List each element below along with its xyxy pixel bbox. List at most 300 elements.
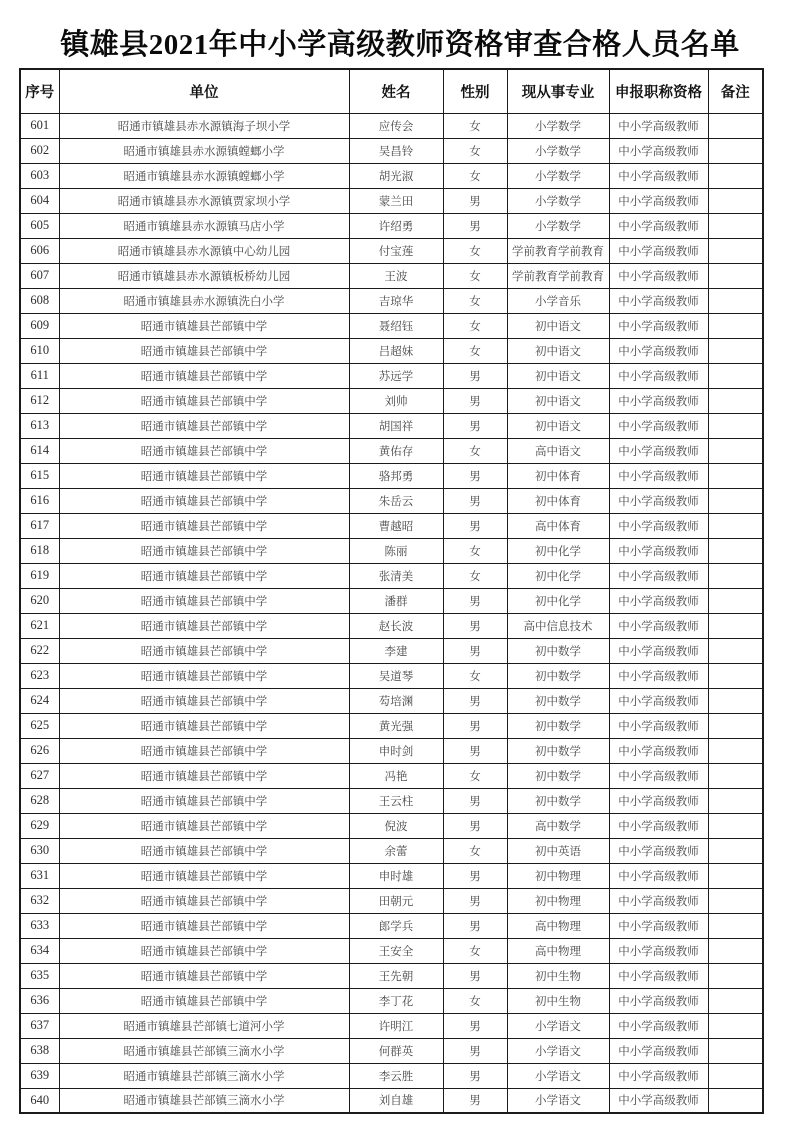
cell-gender: 男 bbox=[443, 638, 507, 663]
cell-remark bbox=[708, 838, 763, 863]
cell-remark bbox=[708, 663, 763, 688]
cell-name: 王云柱 bbox=[349, 788, 443, 813]
cell-gender: 男 bbox=[443, 488, 507, 513]
cell-qualification: 中小学高级教师 bbox=[609, 388, 708, 413]
cell-serial: 633 bbox=[20, 913, 59, 938]
cell-qualification: 中小学高级教师 bbox=[609, 988, 708, 1013]
cell-major: 小学数学 bbox=[507, 163, 609, 188]
cell-remark bbox=[708, 713, 763, 738]
cell-remark bbox=[708, 238, 763, 263]
cell-remark bbox=[708, 1013, 763, 1038]
cell-name: 胡光淑 bbox=[349, 163, 443, 188]
cell-qualification: 中小学高级教师 bbox=[609, 1088, 708, 1113]
table-row bbox=[20, 663, 763, 688]
cell-qualification: 中小学高级教师 bbox=[609, 1063, 708, 1088]
cell-qualification: 中小学高级教师 bbox=[609, 863, 708, 888]
cell-gender: 男 bbox=[443, 1063, 507, 1088]
cell-serial: 617 bbox=[20, 513, 59, 538]
cell-unit: 昭通市镇雄县芒部镇中学 bbox=[59, 663, 349, 688]
cell-unit: 昭通市镇雄县芒部镇七道河小学 bbox=[59, 1013, 349, 1038]
cell-serial: 628 bbox=[20, 788, 59, 813]
table-row bbox=[20, 238, 763, 263]
cell-serial: 627 bbox=[20, 763, 59, 788]
cell-name: 申时剑 bbox=[349, 738, 443, 763]
cell-serial: 608 bbox=[20, 288, 59, 313]
cell-gender: 男 bbox=[443, 713, 507, 738]
cell-major: 初中生物 bbox=[507, 963, 609, 988]
cell-major: 初中语文 bbox=[507, 338, 609, 363]
cell-name: 许绍勇 bbox=[349, 213, 443, 238]
cell-qualification: 中小学高级教师 bbox=[609, 588, 708, 613]
cell-name: 潘群 bbox=[349, 588, 443, 613]
cell-remark bbox=[708, 438, 763, 463]
cell-serial: 606 bbox=[20, 238, 59, 263]
cell-name: 吉琼华 bbox=[349, 288, 443, 313]
cell-serial: 638 bbox=[20, 1038, 59, 1063]
cell-serial: 611 bbox=[20, 363, 59, 388]
cell-name: 吕超妹 bbox=[349, 338, 443, 363]
cell-name: 芶培渊 bbox=[349, 688, 443, 713]
cell-qualification: 中小学高级教师 bbox=[609, 513, 708, 538]
cell-serial: 614 bbox=[20, 438, 59, 463]
cell-remark bbox=[708, 288, 763, 313]
cell-unit: 昭通市镇雄县赤水源镇螳螂小学 bbox=[59, 138, 349, 163]
cell-name: 申时雄 bbox=[349, 863, 443, 888]
cell-remark bbox=[708, 313, 763, 338]
table-row bbox=[20, 513, 763, 538]
cell-qualification: 中小学高级教师 bbox=[609, 763, 708, 788]
cell-serial: 602 bbox=[20, 138, 59, 163]
cell-remark bbox=[708, 913, 763, 938]
table-row bbox=[20, 1088, 763, 1113]
cell-serial: 604 bbox=[20, 188, 59, 213]
cell-serial: 607 bbox=[20, 263, 59, 288]
cell-unit: 昭通市镇雄县赤水源镇贾家坝小学 bbox=[59, 188, 349, 213]
cell-major: 小学数学 bbox=[507, 188, 609, 213]
cell-remark bbox=[708, 588, 763, 613]
table-header bbox=[20, 69, 763, 113]
cell-name: 付宝莲 bbox=[349, 238, 443, 263]
cell-qualification: 中小学高级教师 bbox=[609, 613, 708, 638]
cell-gender: 男 bbox=[443, 213, 507, 238]
cell-name: 王安全 bbox=[349, 938, 443, 963]
cell-gender: 女 bbox=[443, 113, 507, 138]
cell-major: 初中英语 bbox=[507, 838, 609, 863]
cell-major: 高中信息技术 bbox=[507, 613, 609, 638]
cell-qualification: 中小学高级教师 bbox=[609, 263, 708, 288]
cell-gender: 男 bbox=[443, 413, 507, 438]
cell-gender: 女 bbox=[443, 163, 507, 188]
cell-serial: 636 bbox=[20, 988, 59, 1013]
cell-qualification: 中小学高级教师 bbox=[609, 238, 708, 263]
cell-gender: 男 bbox=[443, 513, 507, 538]
cell-name: 张清美 bbox=[349, 563, 443, 588]
table-row bbox=[20, 988, 763, 1013]
cell-name: 李建 bbox=[349, 638, 443, 663]
cell-name: 余蕾 bbox=[349, 838, 443, 863]
cell-remark bbox=[708, 938, 763, 963]
cell-remark bbox=[708, 188, 763, 213]
cell-qualification: 中小学高级教师 bbox=[609, 738, 708, 763]
cell-gender: 男 bbox=[443, 613, 507, 638]
cell-qualification: 中小学高级教师 bbox=[609, 688, 708, 713]
cell-remark bbox=[708, 513, 763, 538]
table-row bbox=[20, 313, 763, 338]
cell-unit: 昭通市镇雄县芒部镇中学 bbox=[59, 813, 349, 838]
cell-unit: 昭通市镇雄县芒部镇中学 bbox=[59, 988, 349, 1013]
cell-unit: 昭通市镇雄县赤水源镇海子坝小学 bbox=[59, 113, 349, 138]
cell-serial: 601 bbox=[20, 113, 59, 138]
cell-gender: 男 bbox=[443, 813, 507, 838]
cell-unit: 昭通市镇雄县芒部镇中学 bbox=[59, 738, 349, 763]
cell-name: 李丁花 bbox=[349, 988, 443, 1013]
cell-qualification: 中小学高级教师 bbox=[609, 113, 708, 138]
cell-name: 冯艳 bbox=[349, 763, 443, 788]
table-row bbox=[20, 163, 763, 188]
cell-qualification: 中小学高级教师 bbox=[609, 163, 708, 188]
cell-major: 初中语文 bbox=[507, 413, 609, 438]
table-row bbox=[20, 363, 763, 388]
cell-serial: 626 bbox=[20, 738, 59, 763]
cell-gender: 女 bbox=[443, 988, 507, 1013]
cell-qualification: 中小学高级教师 bbox=[609, 563, 708, 588]
cell-unit: 昭通市镇雄县赤水源镇马店小学 bbox=[59, 213, 349, 238]
cell-gender: 男 bbox=[443, 738, 507, 763]
cell-gender: 女 bbox=[443, 763, 507, 788]
cell-qualification: 中小学高级教师 bbox=[609, 313, 708, 338]
cell-gender: 女 bbox=[443, 938, 507, 963]
cell-serial: 624 bbox=[20, 688, 59, 713]
cell-unit: 昭通市镇雄县赤水源镇中心幼儿园 bbox=[59, 238, 349, 263]
cell-major: 初中数学 bbox=[507, 638, 609, 663]
cell-major: 初中数学 bbox=[507, 713, 609, 738]
cell-qualification: 中小学高级教师 bbox=[609, 788, 708, 813]
cell-major: 初中物理 bbox=[507, 888, 609, 913]
cell-remark bbox=[708, 688, 763, 713]
cell-major: 初中生物 bbox=[507, 988, 609, 1013]
cell-remark bbox=[708, 113, 763, 138]
table-row bbox=[20, 188, 763, 213]
cell-gender: 男 bbox=[443, 1013, 507, 1038]
cell-qualification: 中小学高级教师 bbox=[609, 188, 708, 213]
cell-name: 何群英 bbox=[349, 1038, 443, 1063]
cell-major: 初中化学 bbox=[507, 538, 609, 563]
cell-major: 初中体育 bbox=[507, 463, 609, 488]
cell-gender: 男 bbox=[443, 788, 507, 813]
cell-serial: 623 bbox=[20, 663, 59, 688]
cell-gender: 男 bbox=[443, 1088, 507, 1113]
cell-remark bbox=[708, 463, 763, 488]
cell-gender: 女 bbox=[443, 838, 507, 863]
cell-remark bbox=[708, 863, 763, 888]
cell-qualification: 中小学高级教师 bbox=[609, 638, 708, 663]
cell-name: 许明江 bbox=[349, 1013, 443, 1038]
cell-serial: 625 bbox=[20, 713, 59, 738]
cell-unit: 昭通市镇雄县芒部镇中学 bbox=[59, 888, 349, 913]
cell-gender: 男 bbox=[443, 588, 507, 613]
cell-gender: 男 bbox=[443, 188, 507, 213]
table-row bbox=[20, 213, 763, 238]
cell-unit: 昭通市镇雄县芒部镇三滴水小学 bbox=[59, 1088, 349, 1113]
table-row bbox=[20, 563, 763, 588]
cell-unit: 昭通市镇雄县芒部镇中学 bbox=[59, 963, 349, 988]
cell-major: 小学数学 bbox=[507, 213, 609, 238]
cell-major: 高中物理 bbox=[507, 913, 609, 938]
cell-qualification: 中小学高级教师 bbox=[609, 538, 708, 563]
cell-remark bbox=[708, 163, 763, 188]
table-row bbox=[20, 738, 763, 763]
cell-qualification: 中小学高级教师 bbox=[609, 838, 708, 863]
cell-unit: 昭通市镇雄县芒部镇中学 bbox=[59, 788, 349, 813]
table-row bbox=[20, 813, 763, 838]
table-row bbox=[20, 1063, 763, 1088]
cell-qualification: 中小学高级教师 bbox=[609, 338, 708, 363]
cell-major: 初中数学 bbox=[507, 788, 609, 813]
cell-remark bbox=[708, 388, 763, 413]
cell-serial: 605 bbox=[20, 213, 59, 238]
cell-unit: 昭通市镇雄县芒部镇中学 bbox=[59, 488, 349, 513]
table-row bbox=[20, 1013, 763, 1038]
cell-major: 初中语文 bbox=[507, 388, 609, 413]
cell-name: 应传会 bbox=[349, 113, 443, 138]
table-row bbox=[20, 763, 763, 788]
cell-name: 吴道琴 bbox=[349, 663, 443, 688]
cell-unit: 昭通市镇雄县芒部镇中学 bbox=[59, 763, 349, 788]
cell-serial: 616 bbox=[20, 488, 59, 513]
cell-major: 初中语文 bbox=[507, 363, 609, 388]
cell-major: 小学数学 bbox=[507, 113, 609, 138]
cell-major: 高中物理 bbox=[507, 938, 609, 963]
cell-qualification: 中小学高级教师 bbox=[609, 138, 708, 163]
cell-unit: 昭通市镇雄县芒部镇中学 bbox=[59, 563, 349, 588]
cell-unit: 昭通市镇雄县芒部镇中学 bbox=[59, 938, 349, 963]
table-row bbox=[20, 338, 763, 363]
cell-serial: 613 bbox=[20, 413, 59, 438]
cell-unit: 昭通市镇雄县芒部镇中学 bbox=[59, 313, 349, 338]
cell-qualification: 中小学高级教师 bbox=[609, 1013, 708, 1038]
cell-unit: 昭通市镇雄县芒部镇中学 bbox=[59, 863, 349, 888]
cell-qualification: 中小学高级教师 bbox=[609, 663, 708, 688]
cell-major: 初中体育 bbox=[507, 488, 609, 513]
cell-qualification: 中小学高级教师 bbox=[609, 1038, 708, 1063]
cell-name: 黄佑存 bbox=[349, 438, 443, 463]
cell-remark bbox=[708, 763, 763, 788]
cell-major: 初中语文 bbox=[507, 313, 609, 338]
cell-unit: 昭通市镇雄县芒部镇中学 bbox=[59, 338, 349, 363]
cell-name: 郎学兵 bbox=[349, 913, 443, 938]
cell-remark bbox=[708, 1038, 763, 1063]
table-row bbox=[20, 288, 763, 313]
cell-major: 小学语文 bbox=[507, 1088, 609, 1113]
cell-serial: 622 bbox=[20, 638, 59, 663]
cell-serial: 615 bbox=[20, 463, 59, 488]
cell-unit: 昭通市镇雄县赤水源镇螳螂小学 bbox=[59, 163, 349, 188]
cell-qualification: 中小学高级教师 bbox=[609, 438, 708, 463]
page-title: 镇雄县2021年中小学高级教师资格审查合格人员名单 bbox=[60, 29, 740, 61]
cell-unit: 昭通市镇雄县赤水源镇板桥幼儿园 bbox=[59, 263, 349, 288]
cell-unit: 昭通市镇雄县芒部镇中学 bbox=[59, 713, 349, 738]
cell-remark bbox=[708, 563, 763, 588]
header-unit: 单位 bbox=[59, 69, 349, 113]
cell-name: 苏远学 bbox=[349, 363, 443, 388]
cell-unit: 昭通市镇雄县芒部镇中学 bbox=[59, 388, 349, 413]
cell-name: 胡国祥 bbox=[349, 413, 443, 438]
cell-major: 小学音乐 bbox=[507, 288, 609, 313]
cell-serial: 637 bbox=[20, 1013, 59, 1038]
table-row bbox=[20, 863, 763, 888]
cell-remark bbox=[708, 488, 763, 513]
table-row bbox=[20, 388, 763, 413]
table-row bbox=[20, 263, 763, 288]
cell-unit: 昭通市镇雄县芒部镇中学 bbox=[59, 638, 349, 663]
cell-name: 王先朝 bbox=[349, 963, 443, 988]
cell-name: 吴昌铃 bbox=[349, 138, 443, 163]
header-qualification: 申报职称资格 bbox=[609, 69, 708, 113]
cell-major: 小学语文 bbox=[507, 1063, 609, 1088]
cell-major: 小学语文 bbox=[507, 1038, 609, 1063]
cell-remark bbox=[708, 638, 763, 663]
cell-unit: 昭通市镇雄县赤水源镇洗白小学 bbox=[59, 288, 349, 313]
cell-major: 初中数学 bbox=[507, 688, 609, 713]
cell-gender: 女 bbox=[443, 263, 507, 288]
cell-serial: 610 bbox=[20, 338, 59, 363]
cell-major: 小学数学 bbox=[507, 138, 609, 163]
cell-unit: 昭通市镇雄县芒部镇三滴水小学 bbox=[59, 1063, 349, 1088]
cell-remark bbox=[708, 138, 763, 163]
roster-table bbox=[19, 68, 764, 1114]
table-row bbox=[20, 538, 763, 563]
cell-serial: 603 bbox=[20, 163, 59, 188]
cell-gender: 女 bbox=[443, 313, 507, 338]
cell-unit: 昭通市镇雄县芒部镇三滴水小学 bbox=[59, 1038, 349, 1063]
cell-major: 高中体育 bbox=[507, 513, 609, 538]
cell-gender: 女 bbox=[443, 238, 507, 263]
cell-unit: 昭通市镇雄县芒部镇中学 bbox=[59, 463, 349, 488]
cell-remark bbox=[708, 538, 763, 563]
cell-unit: 昭通市镇雄县芒部镇中学 bbox=[59, 538, 349, 563]
table-row bbox=[20, 963, 763, 988]
cell-gender: 男 bbox=[443, 913, 507, 938]
table-row bbox=[20, 788, 763, 813]
cell-qualification: 中小学高级教师 bbox=[609, 463, 708, 488]
cell-name: 曹越昭 bbox=[349, 513, 443, 538]
cell-gender: 女 bbox=[443, 538, 507, 563]
cell-qualification: 中小学高级教师 bbox=[609, 888, 708, 913]
cell-remark bbox=[708, 813, 763, 838]
cell-qualification: 中小学高级教师 bbox=[609, 288, 708, 313]
header-remark: 备注 bbox=[708, 69, 763, 113]
table-row bbox=[20, 613, 763, 638]
table-row bbox=[20, 1038, 763, 1063]
table-row bbox=[20, 138, 763, 163]
cell-gender: 男 bbox=[443, 688, 507, 713]
cell-unit: 昭通市镇雄县芒部镇中学 bbox=[59, 913, 349, 938]
cell-major: 初中物理 bbox=[507, 863, 609, 888]
cell-name: 李云胜 bbox=[349, 1063, 443, 1088]
table-row bbox=[20, 913, 763, 938]
header-name: 姓名 bbox=[349, 69, 443, 113]
cell-remark bbox=[708, 988, 763, 1013]
cell-name: 刘自雄 bbox=[349, 1088, 443, 1113]
cell-gender: 女 bbox=[443, 138, 507, 163]
cell-remark bbox=[708, 888, 763, 913]
cell-qualification: 中小学高级教师 bbox=[609, 938, 708, 963]
cell-serial: 619 bbox=[20, 563, 59, 588]
header-gender: 性别 bbox=[443, 69, 507, 113]
cell-name: 田朝元 bbox=[349, 888, 443, 913]
cell-name: 骆邦勇 bbox=[349, 463, 443, 488]
cell-remark bbox=[708, 1063, 763, 1088]
cell-qualification: 中小学高级教师 bbox=[609, 213, 708, 238]
table-row bbox=[20, 638, 763, 663]
cell-name: 赵长波 bbox=[349, 613, 443, 638]
cell-unit: 昭通市镇雄县芒部镇中学 bbox=[59, 413, 349, 438]
cell-major: 初中化学 bbox=[507, 588, 609, 613]
cell-gender: 男 bbox=[443, 363, 507, 388]
cell-serial: 631 bbox=[20, 863, 59, 888]
cell-qualification: 中小学高级教师 bbox=[609, 363, 708, 388]
cell-gender: 男 bbox=[443, 388, 507, 413]
table-row bbox=[20, 463, 763, 488]
cell-gender: 女 bbox=[443, 338, 507, 363]
cell-major: 小学语文 bbox=[507, 1013, 609, 1038]
cell-gender: 男 bbox=[443, 863, 507, 888]
cell-serial: 639 bbox=[20, 1063, 59, 1088]
header-row bbox=[20, 69, 763, 113]
cell-serial: 609 bbox=[20, 313, 59, 338]
cell-serial: 634 bbox=[20, 938, 59, 963]
table-body bbox=[20, 113, 763, 1113]
cell-serial: 620 bbox=[20, 588, 59, 613]
table-row bbox=[20, 888, 763, 913]
cell-serial: 629 bbox=[20, 813, 59, 838]
cell-name: 聂绍钰 bbox=[349, 313, 443, 338]
cell-unit: 昭通市镇雄县芒部镇中学 bbox=[59, 838, 349, 863]
cell-gender: 女 bbox=[443, 663, 507, 688]
cell-gender: 男 bbox=[443, 463, 507, 488]
header-major: 现从事专业 bbox=[507, 69, 609, 113]
cell-gender: 女 bbox=[443, 288, 507, 313]
cell-remark bbox=[708, 263, 763, 288]
cell-qualification: 中小学高级教师 bbox=[609, 813, 708, 838]
cell-qualification: 中小学高级教师 bbox=[609, 713, 708, 738]
cell-gender: 男 bbox=[443, 1038, 507, 1063]
cell-serial: 618 bbox=[20, 538, 59, 563]
cell-unit: 昭通市镇雄县芒部镇中学 bbox=[59, 588, 349, 613]
cell-remark bbox=[708, 338, 763, 363]
cell-name: 黄光强 bbox=[349, 713, 443, 738]
table-row bbox=[20, 688, 763, 713]
cell-unit: 昭通市镇雄县芒部镇中学 bbox=[59, 438, 349, 463]
cell-major: 学前教育学前教育 bbox=[507, 238, 609, 263]
cell-name: 倪波 bbox=[349, 813, 443, 838]
table-row bbox=[20, 838, 763, 863]
cell-qualification: 中小学高级教师 bbox=[609, 963, 708, 988]
table-row bbox=[20, 438, 763, 463]
cell-remark bbox=[708, 1088, 763, 1113]
cell-qualification: 中小学高级教师 bbox=[609, 913, 708, 938]
cell-major: 初中化学 bbox=[507, 563, 609, 588]
cell-remark bbox=[708, 613, 763, 638]
cell-serial: 612 bbox=[20, 388, 59, 413]
cell-gender: 男 bbox=[443, 888, 507, 913]
table-row bbox=[20, 413, 763, 438]
table-row bbox=[20, 488, 763, 513]
cell-major: 高中数学 bbox=[507, 813, 609, 838]
cell-name: 蒙兰田 bbox=[349, 188, 443, 213]
cell-unit: 昭通市镇雄县芒部镇中学 bbox=[59, 613, 349, 638]
cell-remark bbox=[708, 363, 763, 388]
